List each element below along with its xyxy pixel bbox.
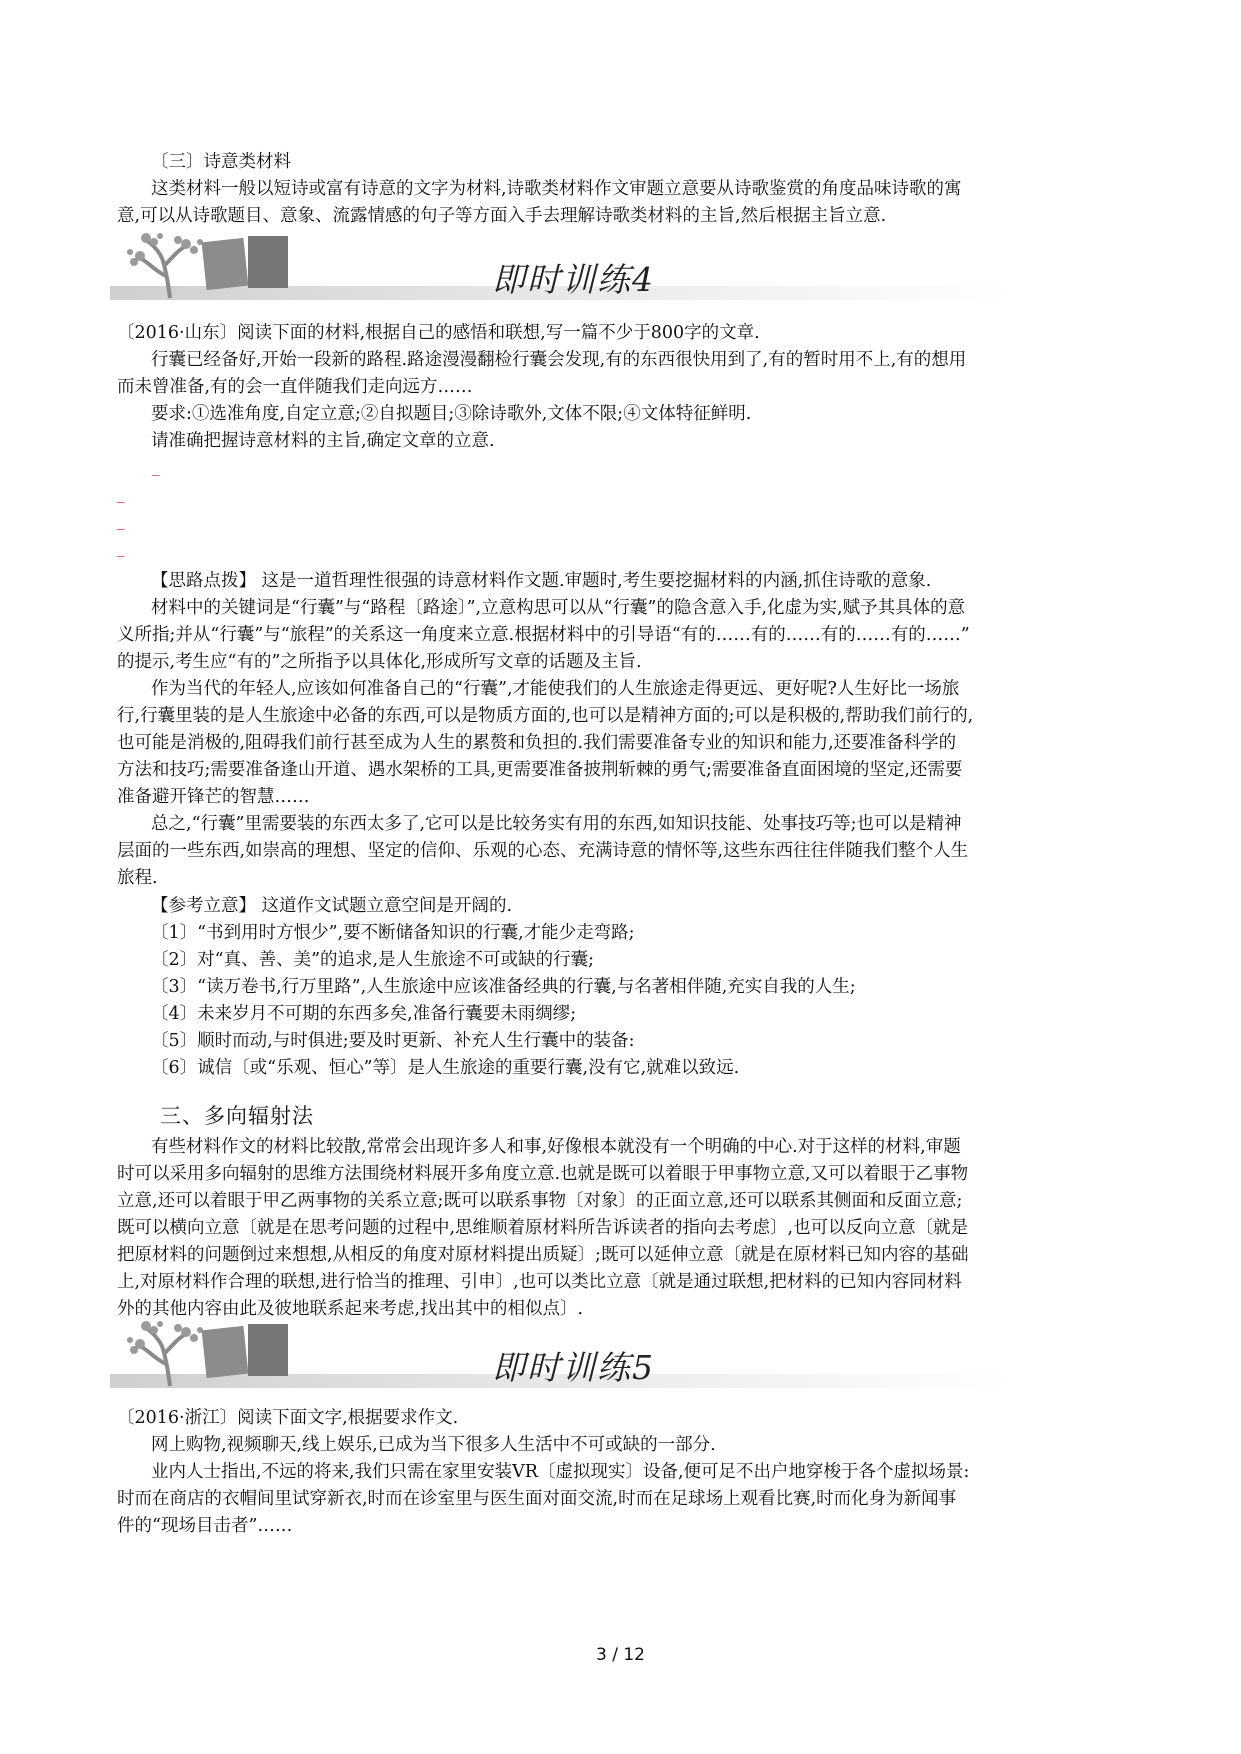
exercise-instruction: 请准确把握诗意材料的主旨,确定文章的立意. (151, 431, 495, 451)
paragraph-line: 总之,“行囊”里需要装的东西太多了,它可以是比较务实有用的东西,如知识技能、处事技巧等;也可以是精神 (151, 814, 962, 834)
exercise-source: 〔2016·山东〕阅读下面的材料,根据自己的感悟和联想,写一篇不少于800字的文章. (117, 323, 760, 343)
paragraph-line: 作为当代的年轻人,应该如何准备自己的“行囊”,才能使我们的人生旅途走得更远、更好呢?人生好比一场旅 (151, 679, 960, 699)
paragraph-line: 业内人士指出,不远的将来,我们只需在家里安装VR〔虚拟现实〕设备,便可足不出户地穿梭于各个虚拟场景: (151, 1462, 970, 1482)
paragraph-line: 义所指;并从“行囊”与“旅程”的关系这一角度来立意.根据材料中的引导语“有的……有的……有的……有的……” (117, 625, 970, 645)
paragraph-line: 也可能是消极的,阻碍我们前行甚至成为人生的累赘和负担的.我们需要准备专业的知识和能力,还要准备科学的 (117, 733, 957, 753)
paragraph-line: 既可以横向立意〔就是在思考问题的过程中,思维顺着原材料所告诉读者的指向去考虑〕,也可以反向立意〔就是 (117, 1218, 969, 1238)
paragraph-line: 有些材料作文的材料比较散,常常会出现许多人和事,好像根本就没有一个明确的中心.对于这样的材料,审题 (151, 1137, 961, 1157)
reference-item: 〔3〕“读万卷书,行万里路”,人生旅途中应该准备经典的行囊,与名著相伴随,充实自我的人生; (151, 977, 856, 997)
paragraph-line: 准备避开锋芒的智慧…… (117, 787, 310, 807)
analysis-intro: 【思路点拨】 这是一道哲理性很强的诗意材料作文题.审题时,考生要挖掘材料的内涵,抓住诗歌的意象. (151, 571, 932, 591)
exercise-banner (110, 1320, 1120, 1402)
material-line: 而未曾准备,有的会一直伴随我们走向远方…… (117, 377, 473, 397)
exercise-source: 〔2016·浙江〕阅读下面文字,根据要求作文. (117, 1408, 459, 1428)
exercise-title: 即时训练4 (492, 260, 655, 299)
paragraph-line: 时而在商店的衣帽间里试穿新衣,时而在诊室里与医生面对面交流,时而在足球场上观看比赛,时而化身为新闻事 (117, 1489, 957, 1509)
reference-item: 〔6〕诚信〔或“乐观、恒心”等〕是人生旅途的重要行囊,没有它,就难以致远. (151, 1058, 740, 1078)
paragraph-line: 这类材料一般以短诗或富有诗意的文字为材料,诗歌类材料作文审题立意要从诗歌鉴赏的角度品味诗歌的寓 (151, 179, 962, 199)
paragraph-line: 时可以采用多向辐射的思维方法围绕材料展开多角度立意.也就是既可以着眼于甲事物立意,又可以着眼于乙事物 (117, 1164, 969, 1184)
answer-blank: _ (117, 512, 125, 530)
section-heading: 〔三〕诗意类材料 (151, 152, 291, 172)
paragraph-line: 立意,还可以着眼于甲乙两事物的关系立意;既可以联系事物〔对象〕的正面立意,还可以联系其侧面和反面立意; (117, 1191, 963, 1211)
reference-intro: 【参考立意】 这道作文试题立意空间是开阔的. (151, 896, 513, 916)
paragraph-line: 外的其他内容由此及彼地联系起来考虑,找出其中的相似点〕. (117, 1299, 584, 1319)
paragraph-line: 意,可以从诗歌题目、意象、流露情感的句子等方面入手去理解诗歌类材料的主旨,然后根据主旨立意. (117, 206, 887, 226)
paragraph-line: 方法和技巧;需要准备逢山开道、遇水架桥的工具,更需要准备披荆斩棘的勇气;需要准备直面困境的坚定,还需要 (117, 760, 963, 780)
reference-item: 〔1〕“书到用时方恨少”,要不断储备知识的行囊,才能少走弯路; (151, 923, 635, 943)
exercise-banner (110, 232, 1120, 314)
page-number: 3 / 12 (596, 1645, 645, 1665)
paragraph-line: 上,对原材料作合理的联想,进行恰当的推理、引申〕,也可以类比立意〔就是通过联想,把材料的已知内容同材料 (117, 1272, 962, 1292)
material-line: 行囊已经备好,开始一段新的路程.路途漫漫翻检行囊会发现,有的东西很快用到了,有的暂时用不上,有的想用 (151, 350, 967, 370)
reference-item: 〔2〕对“真、善、美”的追求,是人生旅途不可或缺的行囊; (151, 950, 594, 970)
paragraph-line: 件的“现场目击者”…… (117, 1516, 293, 1536)
reference-item: 〔5〕顺时而动,与时俱进;要及时更新、补充人生行囊中的装备: (151, 1031, 635, 1051)
answer-blank: _ (117, 485, 125, 503)
paragraph-line: 层面的一些东西,如崇高的理想、坚定的信仰、乐观的心态、充满诗意的情怀等,这些东西往往伴随我们整个人生 (117, 841, 969, 861)
paragraph-line: 把原材料的问题倒过来想想,从相反的角度对原材料提出质疑〕;既可以延伸立意〔就是在原材料已知内容的基础 (117, 1245, 969, 1265)
paragraph-line: 网上购物,视频聊天,线上娱乐,已成为当下很多人生活中不可或缺的一部分. (151, 1435, 716, 1455)
answer-blank: _ (152, 458, 160, 476)
reference-item: 〔4〕未来岁月不可期的东西多矣,准备行囊要未雨绸缪; (151, 1004, 577, 1024)
answer-blank: _ (117, 539, 125, 557)
paragraph-line: 旅程. (117, 868, 158, 888)
section-heading: 三、多向辐射法 (160, 1104, 314, 1128)
exercise-requirement: 要求:①选准角度,自定立意;②自拟题目;③除诗歌外,文体不限;④文体特征鲜明. (151, 404, 752, 424)
paragraph-line: 材料中的关键词是“行囊”与“路程〔路途〕”,立意构思可以从“行囊”的隐含意入手,化虚为实,赋予其具体的意 (151, 598, 966, 618)
exercise-title: 即时训练5 (492, 1348, 655, 1387)
paragraph-line: 的提示,考生应“有的”之所指予以具体化,形成所写文章的话题及主旨. (117, 652, 642, 672)
paragraph-line: 行,行囊里装的是人生旅途中必备的东西,可以是物质方面的,也可以是精神方面的;可以是积极的,帮助我们前行的, (117, 706, 974, 726)
